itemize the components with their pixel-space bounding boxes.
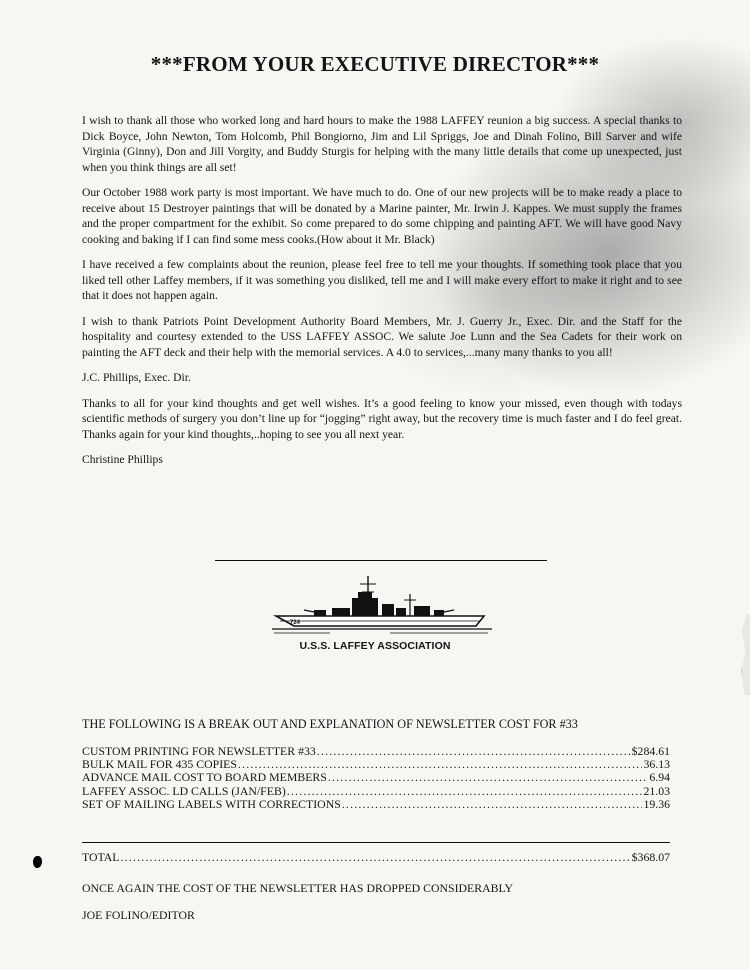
cost-amount: 36.13 — [643, 757, 670, 772]
dot-leader — [287, 785, 643, 798]
letter-paragraph: I have received a few complaints about the reunion, please feel free to tell me your thoughts. If something took place that you liked tell other Laffey members, if it was something you disliked, tell me and I will make every effort to make it right and to see that it does not happen again. — [82, 258, 682, 302]
cost-amount: $284.61 — [631, 744, 670, 758]
signature-christine: Christine Phillips — [82, 453, 163, 466]
cost-label: SET OF MAILING LABELS WITH CORRECTIONS — [82, 796, 341, 811]
letter-paragraph: Our October 1988 work party is most important. We have much to do. One of our new projects will be to make ready a place to receive about 15 Destroyer paintings that will be donated by a Marine painter, Mr. Irwin J. Kappes. We must supply the frames and the proper compartment for the exhibit. So come prepared to do some chipping and painting AFT. We will have good Navy cooking and baking if I can find some mess cooks.(How about it Mr. Black) — [82, 186, 682, 246]
cost-row — [82, 785, 670, 798]
total-divider — [82, 842, 670, 843]
cost-heading: THE FOLLOWING IS A BREAK OUT AND EXPLANATION OF NEWSLETTER COST FOR #33 — [82, 717, 578, 731]
paper-tear — [741, 615, 750, 695]
dot-leader — [328, 771, 649, 784]
cost-row — [82, 771, 670, 784]
director-letter — [82, 113, 682, 478]
thanks-paragraph: Thanks to all for your kind thoughts and get well wishes. It’s a good feeling to know your missed, even though with todays scientific methods of surgery you don’t line up for “jogging” right away, but the recovery time is much faster and I do feel great. Thanks again for your kind thoughts,..hoping to see you all next year. — [82, 396, 682, 441]
total-line — [82, 851, 670, 864]
cost-amount: 21.03 — [643, 783, 670, 798]
association-logo-caption: U.S.S. LAFFEY ASSOCIATION — [299, 640, 451, 652]
cost-row — [82, 798, 670, 811]
cost-amount: 6.94 — [649, 770, 670, 785]
cost-label: ADVANCE MAIL COST TO BOARD MEMBERS — [82, 770, 327, 785]
dot-leader — [342, 798, 643, 811]
dot-leader — [317, 745, 631, 758]
cost-amount: 19.36 — [643, 796, 670, 811]
ink-blot — [33, 856, 42, 868]
dot-leader — [121, 851, 631, 864]
signature-director: J.C. Phillips, Exec. Dir. — [82, 371, 191, 384]
total-amount: $368.07 — [631, 850, 670, 864]
destroyer-ship-icon — [270, 572, 500, 638]
closing-note: ONCE AGAIN THE COST OF THE NEWSLETTER HAS DROPPED CONSIDERABLY — [82, 881, 514, 895]
page-title: ***FROM YOUR EXECUTIVE DIRECTOR*** — [150, 52, 600, 76]
total-row — [82, 851, 670, 864]
cost-list — [82, 745, 670, 811]
letter-paragraph: I wish to thank Patriots Point Development Authority Board Members, Mr. J. Guerry Jr., Exec. Dir. and the Staff for the hospitality and courtesy extended to the USS LAFFEY ASSOC. We salute Joe Lunn and the Sea Cadets for their work on painting the AFT deck and their help with the memorial services. A 4.0 to services,...many many thanks to you all! — [82, 314, 682, 359]
hull-number: 724 — [290, 620, 301, 626]
cost-label: CUSTOM PRINTING FOR NEWSLETTER #33 — [82, 744, 316, 758]
editor-credit: JOE FOLINO/EDITOR — [82, 908, 195, 922]
cost-label: LAFFEY ASSOC. LD CALLS (JAN/FEB) — [82, 783, 286, 798]
cost-label: BULK MAIL FOR 435 COPIES — [82, 757, 237, 772]
total-label: TOTAL — [82, 850, 120, 864]
letter-paragraph: I wish to thank all those who worked long and hard hours to make the 1988 LAFFEY reunion a big success. A special thanks to Dick Boyce, John Newton, Tom Holcomb, Phil Bongiorno, Jim and Lil Spriggs, Joe and Dinah Folino, Bill Sarver and wife Virginia (Ginny), Don and Jill Vorgity, and Buddy Sturgis for helping with the many little details that come up unexpected, just when you think things are all set! — [82, 114, 682, 174]
section-divider — [215, 560, 547, 561]
